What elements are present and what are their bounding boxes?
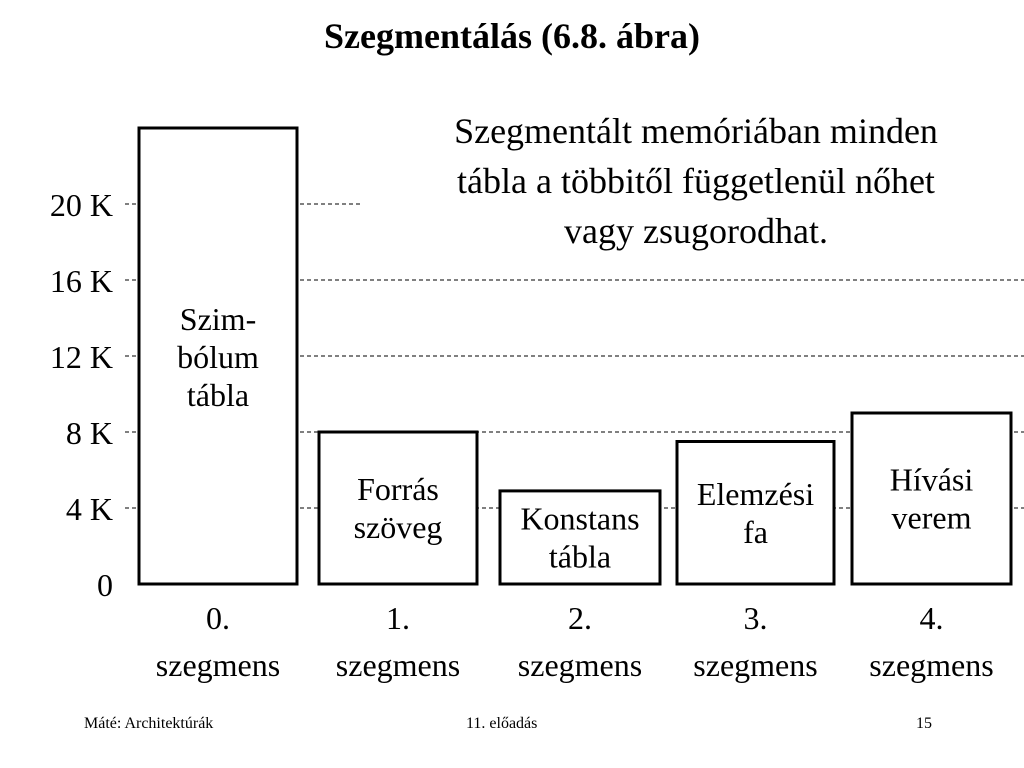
y-tick-label: 20 K xyxy=(49,187,113,223)
y-tick-label: 12 K xyxy=(49,339,113,375)
segment-label: szegmens xyxy=(869,647,994,683)
segment-box xyxy=(677,442,834,585)
segment-content-label: Elemzési xyxy=(696,475,815,512)
title-main: Szegmentálás xyxy=(324,16,532,56)
segment-content-label: tábla xyxy=(186,377,250,413)
segment-content-label: tábla xyxy=(548,538,612,575)
y-tick-label: 0 xyxy=(97,567,113,603)
title-paren-close: ) xyxy=(687,16,700,56)
segment-content-label: Hívási xyxy=(889,461,974,498)
segment-label: szegmens xyxy=(517,647,643,683)
segment-content-label: szöveg xyxy=(353,509,443,545)
segment-label: szegmens xyxy=(693,647,818,683)
description-line: vagy zsugorodhat. xyxy=(564,211,828,251)
segment-label: szegmens xyxy=(335,647,461,683)
segment-content-label: bólum xyxy=(177,339,259,375)
footer-lecture: 11. előadás xyxy=(466,715,538,732)
segment-number: 4. xyxy=(919,600,944,636)
segment-number: 2. xyxy=(568,600,592,636)
segment-box xyxy=(319,432,477,584)
segment-box xyxy=(852,413,1011,584)
segment-content-label: Konstans xyxy=(520,500,640,537)
footer-author: Máté: Architektúrák xyxy=(84,715,214,732)
segment-number: 1. xyxy=(386,600,410,636)
title-figure-ref: 6.8. ábra xyxy=(552,16,688,56)
segment-content-label: verem xyxy=(891,499,972,536)
description-line: Szegmentált memóriában minden xyxy=(454,111,938,151)
title-paren-open: ( xyxy=(531,16,553,56)
segment-number: 3. xyxy=(743,600,768,636)
segment-number: 0. xyxy=(206,600,230,636)
y-tick-label: 16 K xyxy=(49,263,113,299)
description-line: tábla a többitől függetlenül nőhet xyxy=(457,161,935,201)
segment-content-label: Forrás xyxy=(357,471,439,507)
segment-content-label: fa xyxy=(743,513,768,550)
segment-content-label: Szim- xyxy=(179,301,257,337)
y-tick-label: 8 K xyxy=(65,415,113,451)
segment-label: szegmens xyxy=(155,647,281,683)
y-tick-label: 4 K xyxy=(65,491,113,527)
footer-page-number: 15 xyxy=(916,715,932,732)
